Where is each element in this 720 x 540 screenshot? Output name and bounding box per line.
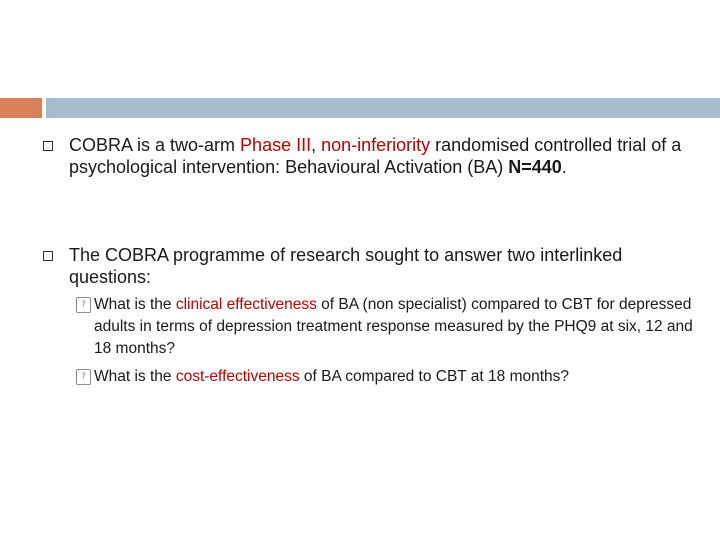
bullet-1-segment: . [561, 157, 567, 177]
bullet-1-segment: COBRA is a two-arm [69, 135, 241, 155]
placeholder-glyph-icon: ? [76, 369, 91, 385]
bullet-square-icon [43, 141, 53, 151]
bullet-1-segment: , [311, 135, 322, 155]
bullet-1-segment: randomised controlled trial of a psychological intervention: Behavioural Activation (BA) [69, 135, 682, 177]
bullet-square-icon [43, 251, 53, 261]
sub-bullet-2-pre: What is the [94, 368, 176, 385]
header-accent-blue-bar [46, 98, 720, 118]
sub-bullet-1-post: of BA (non specialist) compared to CBT for depressed adults in terms of depression treatment response measured by the PHQ9 at six, 12 and 18 months? [94, 296, 693, 357]
clinical-effectiveness-highlight: clinical effectiveness [175, 296, 317, 313]
non-inferiority-highlight: non-inferiority [321, 135, 431, 155]
bullet-1-text [69, 134, 699, 178]
sample-size: N=440 [508, 157, 562, 177]
sub-bullet-2-text [94, 366, 694, 388]
sub-bullet-1-text [94, 294, 694, 360]
bullet-2-text: The COBRA programme of research sought to answer two interlinked questions: [69, 245, 623, 287]
sub-bullet-2-post: of BA compared to CBT at 18 months? [299, 368, 570, 385]
cost-effectiveness-highlight: cost-effectiveness [175, 368, 300, 385]
sub-bullet-1-pre: What is the [94, 296, 176, 313]
placeholder-glyph-icon: ? [76, 297, 91, 313]
header-accent-orange-bar [0, 98, 42, 118]
phase-iii-highlight: Phase III [240, 135, 312, 155]
